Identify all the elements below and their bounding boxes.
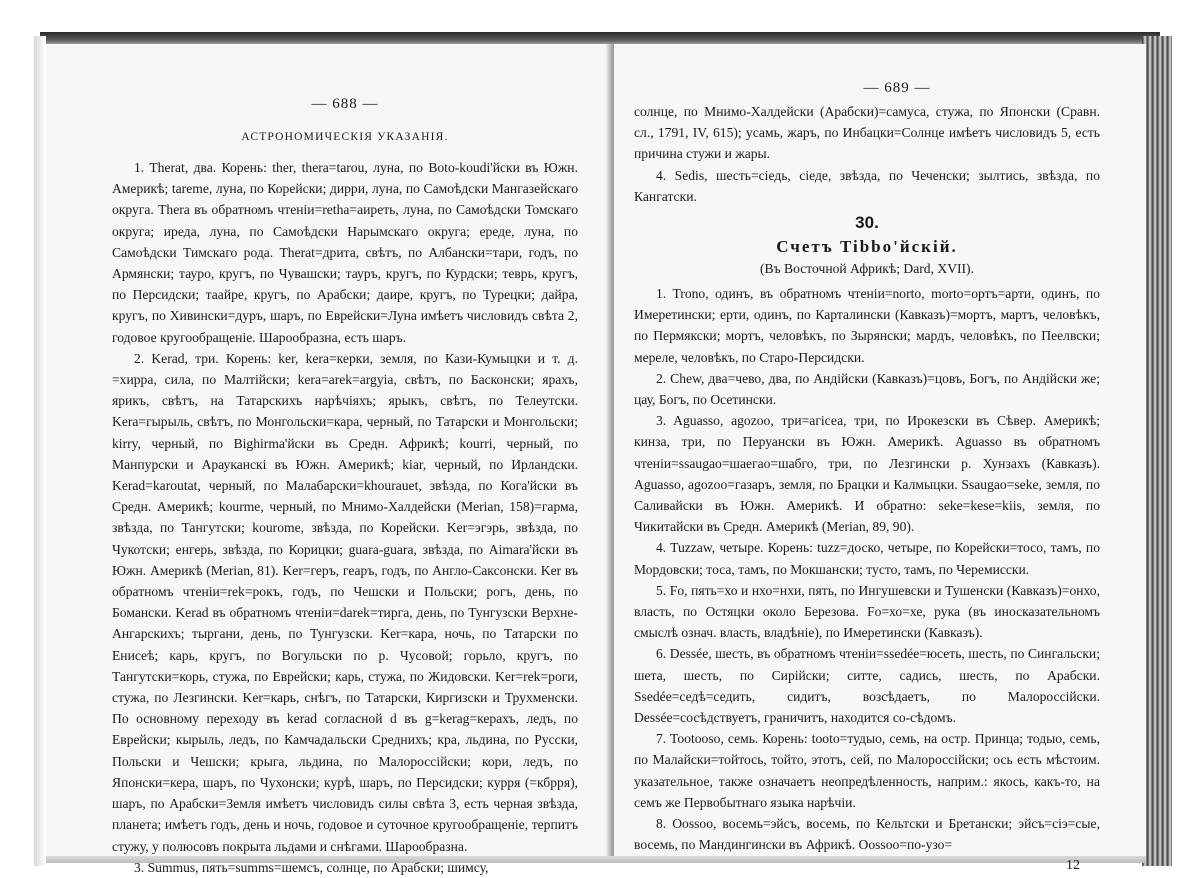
- page-stack-edge: [1142, 36, 1172, 866]
- paragraph: 4. Tuzzaw, четыре. Корень: tuzz=доско, четыре, по Корейски=тосо, тамъ, по Мордовски; тоса, тамъ, по Мокшански; тусто, тамъ, по Черемисски.: [634, 540, 1100, 577]
- page-number: — 689 —: [863, 80, 931, 96]
- paragraph: 1. Trono, одинъ, въ обратномъ чтеніи=norto, morto=ортъ=арти, одинъ, по Имеретински; ерти, одинъ, по Карталински (Кавказъ)=мортъ, мартъ, человѣкъ, по Пермякски; мортъ, человѣкъ, по Зырянски; мардъ, человѣкъ, по Пеелвски; мереле, человѣкъ, по Старо-Персидски.: [634, 286, 1100, 365]
- right-page: [614, 44, 1146, 873]
- scan-left-edge: [34, 36, 46, 866]
- paragraph: 2. Kerad, три. Корень: ker, kera=керки, земля, по Кази-Кумыцки и т. д. =хирра, сила, по Малтійски; kera=arek=argyia, свѣтъ, по Басконски; ярахъ, ярикъ, свѣтъ, на Татарскихъ нарѣчіяхъ; ярыкъ, свѣтъ, по Телеутски. Kera=гырыль, свѣтъ, по Монгольски=кара, черный, по Татарски и Монгольски; kirry, черный, по Bighirma'йски въ Средн. Африкѣ; kourri, черный, по Манпурски и Арауканскі въ Южн. Америкѣ; kiar, черный, по Ирландски. Kerad=karoutat, черный, по Малабарски=khourauet, звѣзда, по Кога'йски въ Средн. Америкѣ; kourme, черный, по Мнимо-Халдейски (Merian, 158)=гарма, звѣзда, по Тангутски; kourome, звѣзда, по Корейски. Ker=эгэрь, звѣзда, по Чукотски; енгерь, звѣзда, по Корицки; guara-guara, звѣзда, по Aimara'йски въ Южн. Америкѣ (Merian, 81). Ker=геръ, геаръ, годъ, по Англо-Саксонски. Ker въ обратномъ чтеніи=rek=рокъ, годъ, по Чешски и Польски; рогъ, день, по Бомански. Kerad въ обратномъ чтеніи=darek=тирга, день, по Тунгузски Верхне-Ангарскихъ; тыргани, день, по Тунгузски. Ker=кара, ночь, по Татарски по Енисеѣ; карь, кругъ, по Вогульски по р. Чусовой; горьло, кругъ, по Тангутски=корь, стужа, по Еврейски; карь, стужа, по Жидовски. Ker=rek=роги, стужа, по Лезгински. Ker=карь, снѣгъ, по Татарски, Киргизски и Трухменски. По основному переходу въ kerad согласной d въ g=kerag=керахъ, ледъ, по Еврейски; кырыль, ледъ, по Камчадальски Среднихъ; кра, льдина, по Русски, Польски и Чешски; крыга, льдина, по Малороссійски; кори, ледъ, по Японски=кера, шаръ, по Чухонски; курѣ, шаръ, по Персидски; курря (=кбрря), шаръ, по Арабски=Земля имѣетъ числовидъ силы свѣта 3, есть черная звѣзда, планета; имѣетъ годъ, день и ночь, годовое и суточное кругообращеніе, терпитъ стужу, у полюсовъ покрыта льдами и снѣгами. Шарообразна.: [112, 350, 578, 854]
- section-title: Счетъ Tibbo'йскій.: [776, 237, 958, 257]
- paragraph: 8. Oossoo, восемь=эйсъ, восемь, по Кельтски и Бретански; эйсъ=сіэ=сые, восемь, по Мандингински въ Африкѣ. Oossoo=по-узо=: [634, 816, 1100, 853]
- left-page: [46, 44, 612, 875]
- paragraph: 4. Sedis, шесть=сіедь, сіеде, звѣзда, по Чеченски; зылтись, звѣзда, по Кангатски.: [634, 167, 1100, 204]
- paragraph: 5. Fo, пять=хо и нхо=нхи, пять, по Ингушевски и Тушенски (Кавказъ)=онхо, власть, по Остяцки около Березова. Fo=хо=хе, рука (въ иносказательномъ смыслѣ означ. власть, владѣніе), по Имеретински (Кавказъ).: [634, 582, 1100, 641]
- section-subtitle: (Въ Восточной Африкѣ; Dard, XVII).: [760, 261, 974, 277]
- paragraph: 3. Summus, пять=summs=шемсъ, солнце, по Арабски; шимсу,: [134, 859, 489, 875]
- paragraph: 3. Aguasso, agozoo, три=агісеа, три, по Ирокезски въ Сѣвер. Америкѣ; кинза, три, по Перуански въ Южн. Америкѣ. Aguasso въ обратномъ чтеніи=ssaugao=шаегао=шабго, три, по Лезгински р. Хунзахъ (Кавказъ). Aguasso, agozoo=газаръ, земля, по Брацки и Калмыцки. Ssaugao=seke, земля, по Саливайски въ Южн. Америкѣ. И обратно: seke=kese=kiis, земля, по Чикитайски въ Средн. Америкѣ (Merian, 89, 90).: [634, 413, 1100, 535]
- page-number: — 688 —: [311, 96, 379, 112]
- sheet-signature: 12: [1066, 857, 1080, 873]
- section-number: 30.: [855, 213, 879, 233]
- paragraph: 2. Chew, два=чево, два, по Андійски (Кавказъ)=цовъ, Богъ, по Андійски же; цау, Богъ, по Осетински.: [634, 370, 1100, 408]
- paragraph: 6. Dessée, шесть, въ обратномъ чтеніи=ssedée=юсеть, шесть, по Сингальски; шета, шесть, по Сирійски; ситте, садись, шесть, по Арабски. Ssedée=седѣ=седить, сидитъ, возсѣдаетъ, по Малороссійски. Dessée=сосѣдствуетъ, граничитъ, находится со-сѣдомъ.: [634, 646, 1100, 726]
- section-heading: АСТРОНОМИЧЕСКІЯ УКАЗАНІЯ.: [241, 131, 449, 143]
- paragraph-continuation: солнце, по Мнимо-Халдейски (Арабски)=самуса, стужа, по Японски (Сравн. сл., 1791, IV, 615); усамь, жаръ, по Инбацки=Солнце имѣетъ числовидъ 5, есть причина стужи и жары.: [634, 104, 1100, 162]
- paragraph: 1. Therat, два. Корень: ther, thera=tarou, луна, по Boto-koudi'йски въ Южн. Америкѣ; tareme, луна, по Корейски; дирри, луна, по Самоѣдски Мангазейскаго округа. Thera въ обратномъ чтеніи=retha=аиреть, луна, по Самоѣдски Томскаго округа; иреда, луна, по Самоѣдски Нарымскаго округа; ереде, луна, по Самоѣдски Тимскаго рода. Therat=дрита, свѣтъ, по Албански=тари, годъ, по Армянски; тауро, кругъ, по Чувашски; тауръ, кругъ, по Курдски; теврь, кругъ, по Персидски; таайре, кругъ, по Арабски; даире, кругъ, по Турецки; дайра, кругъ, по Хивински=дуръ, шаръ, по Еврейски=Луна имѣетъ числовидъ свѣта 2, годовое кругообращеніе. Шарообразна, есть шаръ.: [112, 160, 578, 345]
- paragraph: 7. Tootooso, семь. Корень: tooto=тудыо, семь, на остр. Принца; тодыо, семь, по Малайски=тойтось, тойто, этотъ, сей, по Малороссійски; ось есть мѣстоим. указательное, также означаетъ неопредѣленность, наприм.: якось, какъ-то, на семъ же Первобытнаго языка нарѣчіи.: [634, 731, 1100, 810]
